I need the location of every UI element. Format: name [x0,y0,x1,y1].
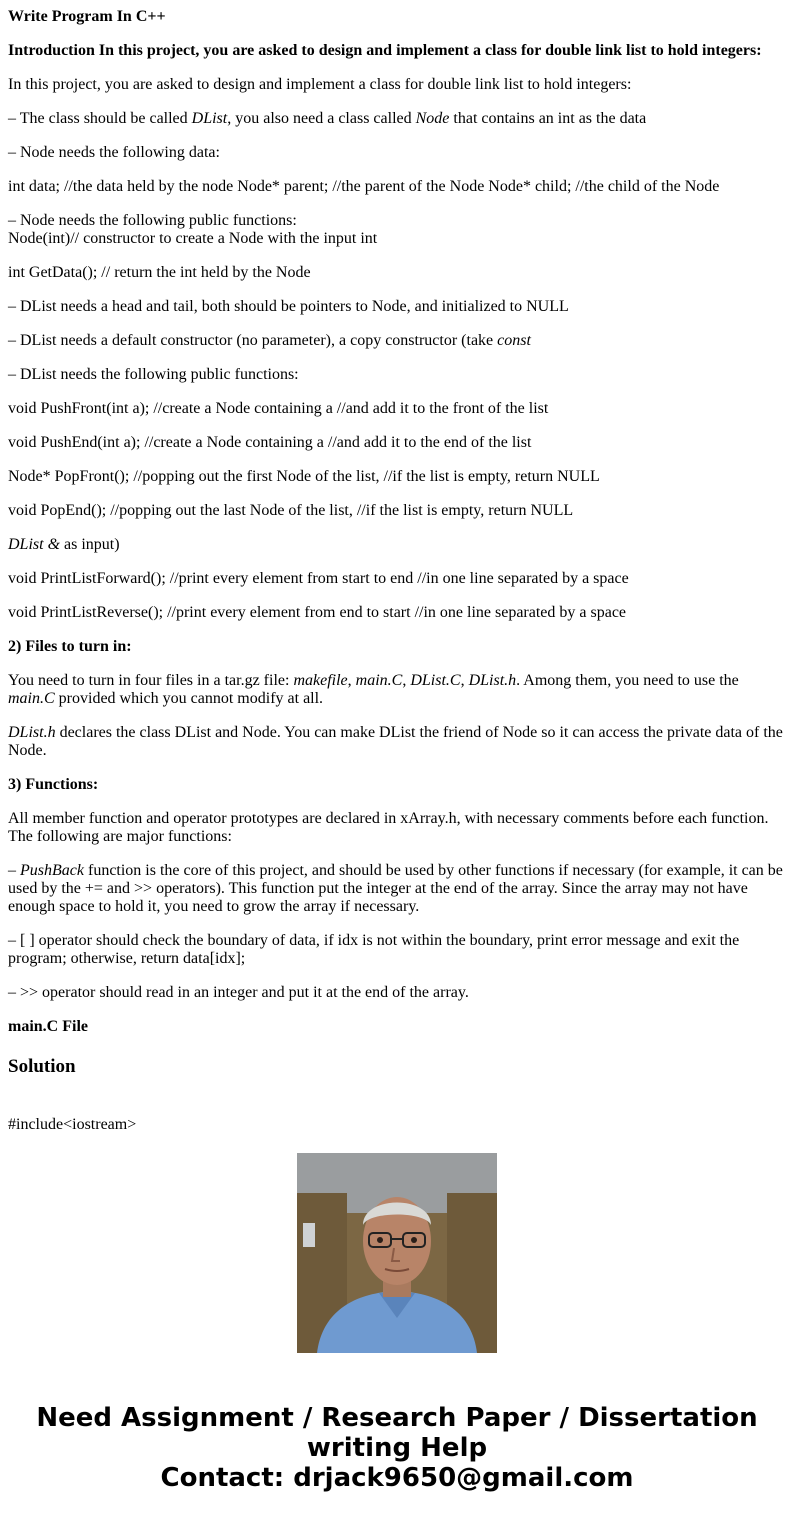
bullet-bracket-operator: – [ ] operator should check the boundary of data, if idx is not within the boundary, print error message and exit the program; otherwise, return data[idx]; [8,932,740,967]
document-body [8,0,784,1133]
functions-heading: 3) Functions: [8,776,99,793]
author-photo [297,1153,497,1353]
bullet-pushback: – PushBack function is the core of this project, and should be used by other functions if necessary (for example, it can be used by the += and >> operators). This function put the integer at the end of the array. Since the array may not have enough space to hold it, you need to grow the array if necessary. [8,862,783,915]
bullet-head-tail: – DList needs a head and tail, both should be pointers to Node, and initialized to NULL [8,298,569,315]
printforward-code: void PrintListForward(); //print every element from start to end //in one line separated by a space [8,570,629,587]
page-title: Write Program In C++ [8,8,166,25]
pushend-code: void PushEnd(int a); //create a Node containing a //and add it to the end of the list [8,434,532,451]
functions-intro: All member function and operator prototypes are declared in xArray.h, with necessary comments before each function. The following are major functions: [8,810,769,845]
dlisth-text: DList.h declares the class DList and Node. You can make DList the friend of Node so it can access the private data of the Node. [8,724,783,759]
pushfront-code: void PushFront(int a); //create a Node containing a //and add it to the front of the list [8,400,549,417]
printreverse-code: void PrintListReverse(); //print every element from end to start //in one line separated by a space [8,604,627,621]
promo-line-1: Need Assignment / Research Paper / Dissertation [36,1403,758,1433]
dlist-ref-text: DList & as input) [8,536,120,553]
popfront-code: Node* PopFront(); //popping out the first Node of the list, //if the list is empty, return NULL [8,468,600,485]
solution-heading: Solution [8,1056,76,1077]
promo-banner [0,1403,794,1493]
bullet-node-functions: – Node needs the following public functions: Node(int)// constructor to create a Node with the input int [8,212,378,247]
node-data-code: int data; //the data held by the node Node* parent; //the parent of the Node Node* child; //the child of the Node [8,178,720,195]
mainc-heading: main.C File [8,1018,88,1035]
files-heading: 2) Files to turn in: [8,638,132,655]
promo-contact-line: Contact: drjack9650@gmail.com [160,1463,634,1493]
bullet-class-names: – The class should be called DList, you also need a class called Node that contains an int as the data [8,110,647,127]
bullet-dlist-functions: – DList needs the following public functions: [8,366,299,383]
intro-heading: Introduction In this project, you are asked to design and implement a class for double link list to hold integers: [8,42,762,59]
bullet-node-data: – Node needs the following data: [8,144,220,161]
popend-code: void PopEnd(); //popping out the last Node of the list, //if the list is empty, return NULL [8,502,574,519]
intro-text: In this project, you are asked to design and implement a class for double link list to hold integers: [8,76,632,93]
files-text: You need to turn in four files in a tar.gz file: makefile, main.C, DList.C, DList.h. Among them, you need to use the main.C provided which you cannot modify at all. [8,672,739,707]
promo-line-2: writing Help [306,1433,488,1463]
solution-code: #include<iostream> [8,1116,137,1133]
bullet-shift-operator: – >> operator should read in an integer and put it at the end of the array. [8,984,469,1001]
bullet-constructors: – DList needs a default constructor (no parameter), a copy constructor (take const [8,332,531,349]
getdata-code: int GetData(); // return the int held by the Node [8,264,311,281]
